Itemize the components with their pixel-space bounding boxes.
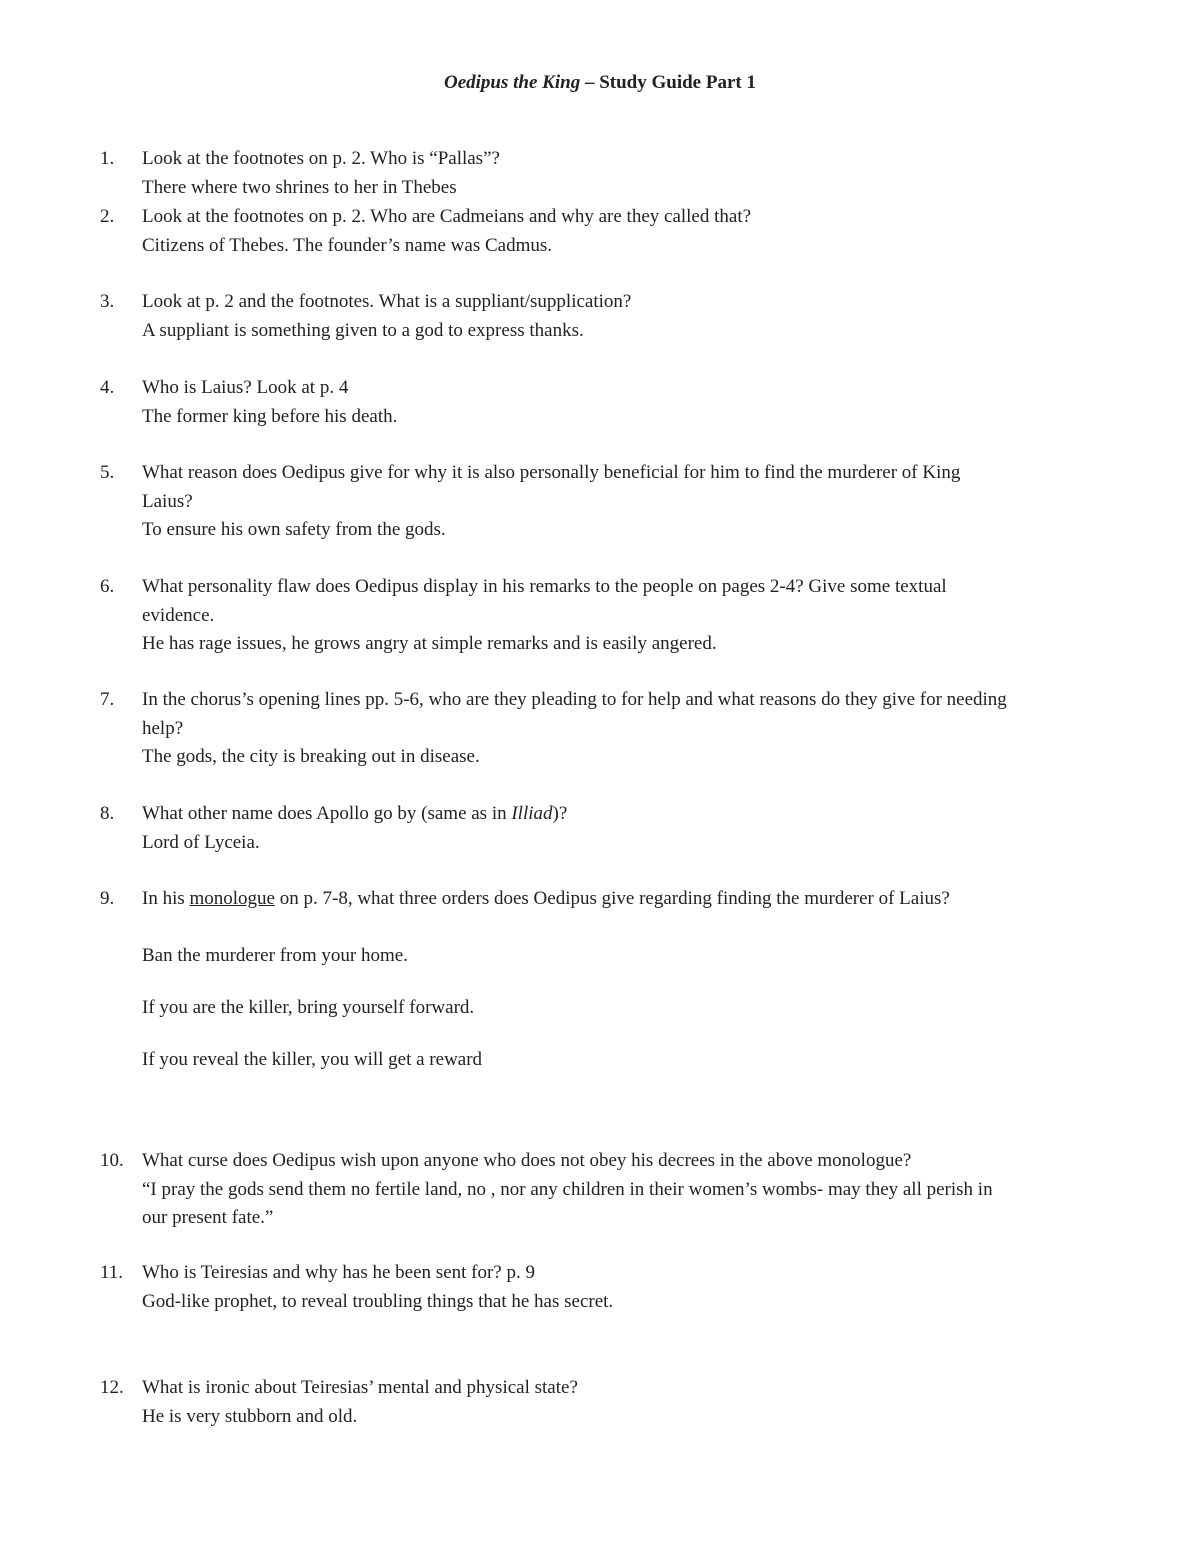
question-text-line-2: Laius? <box>142 490 193 512</box>
question-number: 5. <box>100 462 115 483</box>
question-number: 6. <box>100 576 115 597</box>
question-text-end: )? <box>552 803 568 824</box>
question-text: What curse does Oedipus wish upon anyone who does not obey his decrees in the above monologue? <box>142 1150 912 1171</box>
answer-text: He is very stubborn and old. <box>142 1405 358 1427</box>
question-text-end: on p. 7-8, what three orders does Oedipus give regarding finding the murderer of Laius? <box>275 888 950 909</box>
question-number: 12. <box>100 1377 124 1398</box>
question-text-start: In his <box>142 888 190 909</box>
underlined-term: monologue <box>189 888 275 909</box>
question-text-start: What other name does Apollo go by (same as in <box>142 803 512 824</box>
question-number: 4. <box>100 377 115 398</box>
question-text: Who is Teiresias and why has he been sent for? p. 9 <box>142 1262 535 1283</box>
answer-text-line-2: our present fate.” <box>142 1207 274 1228</box>
question-number: 1. <box>100 148 115 169</box>
page-title <box>0 72 1200 94</box>
question-number: 3. <box>100 291 115 312</box>
question-text-line-2: help? <box>142 717 184 739</box>
question-number: 2. <box>100 206 115 227</box>
question-text: Look at p. 2 and the footnotes. What is a suppliant/supplication? <box>142 291 632 312</box>
question-text <box>142 885 1132 914</box>
answer-text: Citizens of Thebes. The founder’s name was Cadmus. <box>142 234 553 256</box>
question-text: Look at the footnotes on p. 2. Who is “Pallas”? <box>142 148 500 169</box>
answer-text: If you reveal the killer, you will get a reward <box>142 1049 483 1070</box>
question-text: Look at the footnotes on p. 2. Who are Cadmeians and why are they called that? <box>142 206 752 227</box>
question-number: 10. <box>100 1150 124 1171</box>
question-number: 8. <box>100 803 115 824</box>
answer-text: The gods, the city is breaking out in disease. <box>142 746 480 767</box>
answer-text: God-like prophet, to reveal troubling things that he has secret. <box>142 1290 614 1312</box>
answer-text: Lord of Lyceia. <box>142 831 260 853</box>
question-text-line-1: In the chorus’s opening lines pp. 5-6, who are they pleading to for help and what reasons do they give for needing <box>142 689 1007 710</box>
question-text <box>142 800 1132 829</box>
book-title-iliad: Illiad <box>511 803 553 824</box>
question-text-line-1: What reason does Oedipus give for why it is also personally beneficial for him to find the murderer of King <box>142 462 961 483</box>
question-text: Who is Laius? Look at p. 4 <box>142 377 349 398</box>
question-number: 9. <box>100 888 115 909</box>
question-text-line-2: evidence. <box>142 604 215 626</box>
question-text: What is ironic about Teiresias’ mental and physical state? <box>142 1377 578 1398</box>
answer-text: Ban the murderer from your home. <box>142 945 408 966</box>
answer-text: There where two shrines to her in Thebes <box>142 176 457 198</box>
title-suffix: – Study Guide Part 1 <box>580 72 756 93</box>
answer-text: He has rage issues, he grows angry at simple remarks and is easily angered. <box>142 633 717 654</box>
answer-text: If you are the killer, bring yourself forward. <box>142 997 475 1018</box>
title-play-name: Oedipus the King <box>444 72 581 93</box>
question-number: 7. <box>100 689 115 710</box>
answer-text: A suppliant is something given to a god to express thanks. <box>142 319 584 341</box>
answer-text-line-1: “I pray the gods send them no fertile land, no , nor any children in their women’s wombs- may they all perish in <box>142 1178 993 1200</box>
question-number: 11. <box>100 1262 124 1283</box>
answer-text: The former king before his death. <box>142 405 398 427</box>
question-text-line-1: What personality flaw does Oedipus display in his remarks to the people on pages 2-4? Give some textual <box>142 576 947 597</box>
answer-text: To ensure his own safety from the gods. <box>142 519 446 540</box>
